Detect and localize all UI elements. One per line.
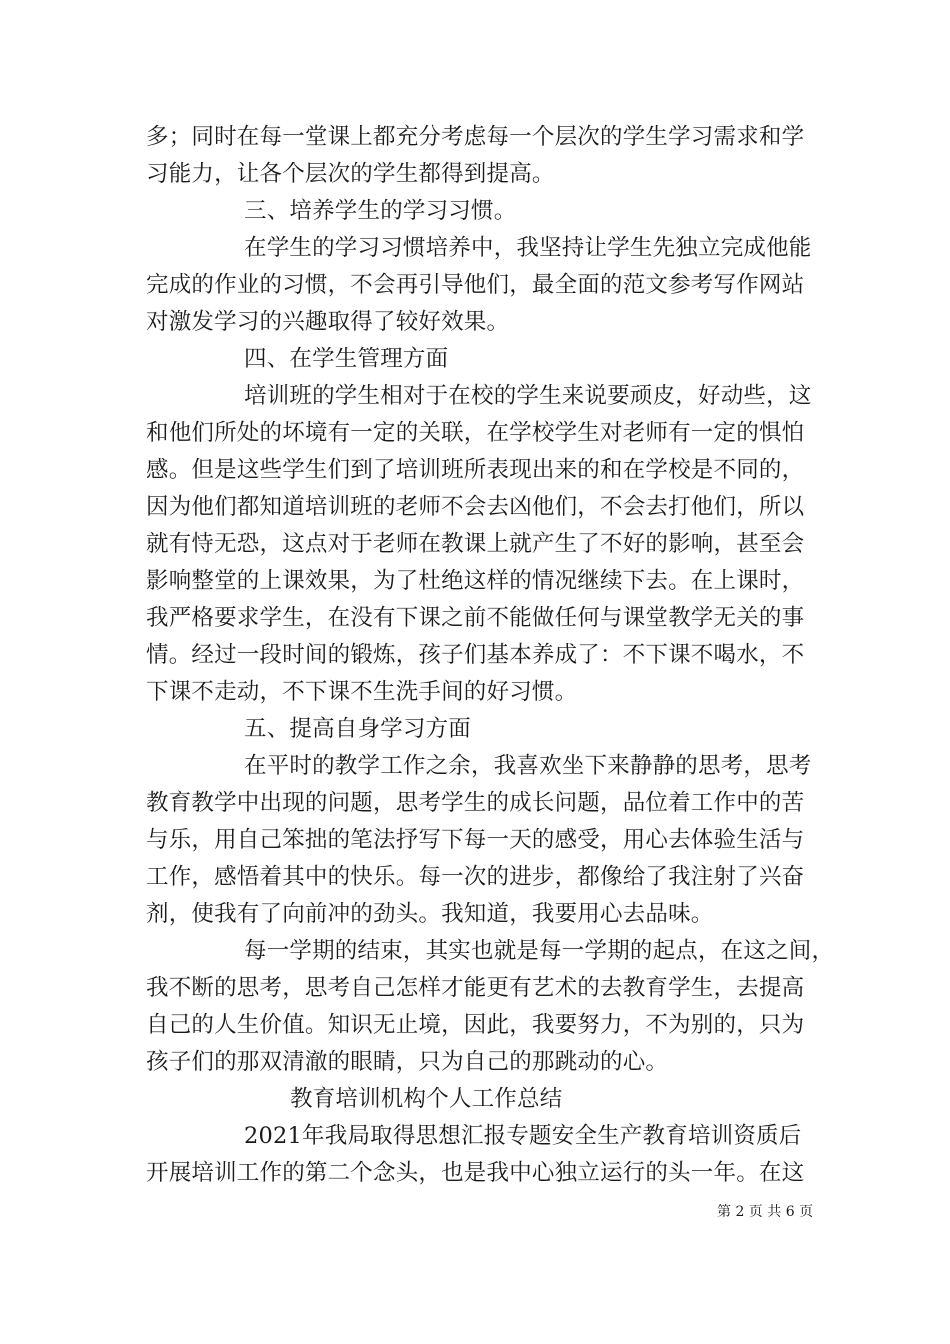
body-line: 下课不走动，不下课不生洗手间的好习惯。 — [146, 679, 578, 705]
paragraph-first-line: 培训班的学生相对于在校的学生来说要顽皮，好动些，这 — [244, 383, 812, 409]
paragraph-first-line: 在平时的教学工作之余，我喜欢坐下来静静的思考，思考 — [244, 753, 812, 779]
body-line: 感。但是这些学生们到了培训班所表现出来的和在学校是不同的， — [146, 457, 805, 483]
paragraph-first-line: 每一学期的结束，其实也就是每一学期的起点，在这之间， — [244, 938, 835, 964]
body-line: 影响整堂的上课效果，为了杜绝这样的情况继续下去。在上课时， — [146, 568, 805, 594]
body-line: 自己的人生价值。知识无止境，因此，我要努力，不为别的，只为 — [146, 1012, 805, 1038]
body-line: 多；同时在每一堂课上都充分考虑每一个层次的学生学习需求和学 — [146, 124, 805, 150]
body-line: 孩子们的那双清澈的眼睛，只为自己的那跳动的心。 — [146, 1049, 669, 1075]
body-line: 就有恃无恐，这点对于老师在教课上就产生了不好的影响，甚至会 — [146, 531, 805, 557]
body-line: 情。经过一段时间的锻炼，孩子们基本养成了：不下课不喝水，不 — [146, 642, 805, 668]
section-heading: 三、培养学生的学习习惯。 — [244, 198, 517, 224]
body-line: 和他们所处的坏境有一定的关联，在学校学生对老师有一定的惧怕 — [146, 420, 805, 446]
body-line: 因为他们都知道培训班的老师不会去凶他们，不会去打他们，所以 — [146, 494, 805, 520]
body-line: 完成的作业的习惯，不会再引导他们，最全面的范文参考写作网站 — [146, 272, 805, 298]
body-line: 我不断的思考，思考自己怎样才能更有艺术的去教育学生，去提高 — [146, 975, 805, 1001]
body-line: 与乐，用自己笨拙的笔法抒写下每一天的感受，用心去体验生活与 — [146, 827, 805, 853]
page-number: 第 2 页 共 6 页 — [717, 1204, 814, 1220]
body-line: 我严格要求学生，在没有下课之前不能做任何与课堂教学无关的事 — [146, 605, 805, 631]
body-line: 剂，使我有了向前冲的劲头。我知道，我要用心去品味。 — [146, 901, 714, 927]
body-line: 开展培训工作的第二个念头，也是我中心独立运行的头一年。在这 — [146, 1160, 805, 1186]
body-line: 对激发学习的兴趣取得了较好效果。 — [146, 309, 510, 335]
paragraph-first-line: 在学生的学习习惯培养中，我坚持让学生先独立完成他能 — [244, 235, 812, 261]
document-title: 教育培训机构个人工作总结 — [290, 1086, 563, 1112]
section-heading: 五、提高自身学习方面 — [244, 716, 472, 742]
paragraph-first-line: 2021年我局取得思想汇报专题安全生产教育培训资质后 — [244, 1123, 802, 1149]
section-heading: 四、在学生管理方面 — [244, 346, 449, 372]
body-line: 教育教学中出现的问题，思考学生的成长问题，品位着工作中的苦 — [146, 790, 805, 816]
body-line: 习能力，让各个层次的学生都得到提高。 — [146, 161, 555, 187]
body-line: 工作，感悟着其中的快乐。每一次的进步，都像给了我注射了兴奋 — [146, 864, 805, 890]
